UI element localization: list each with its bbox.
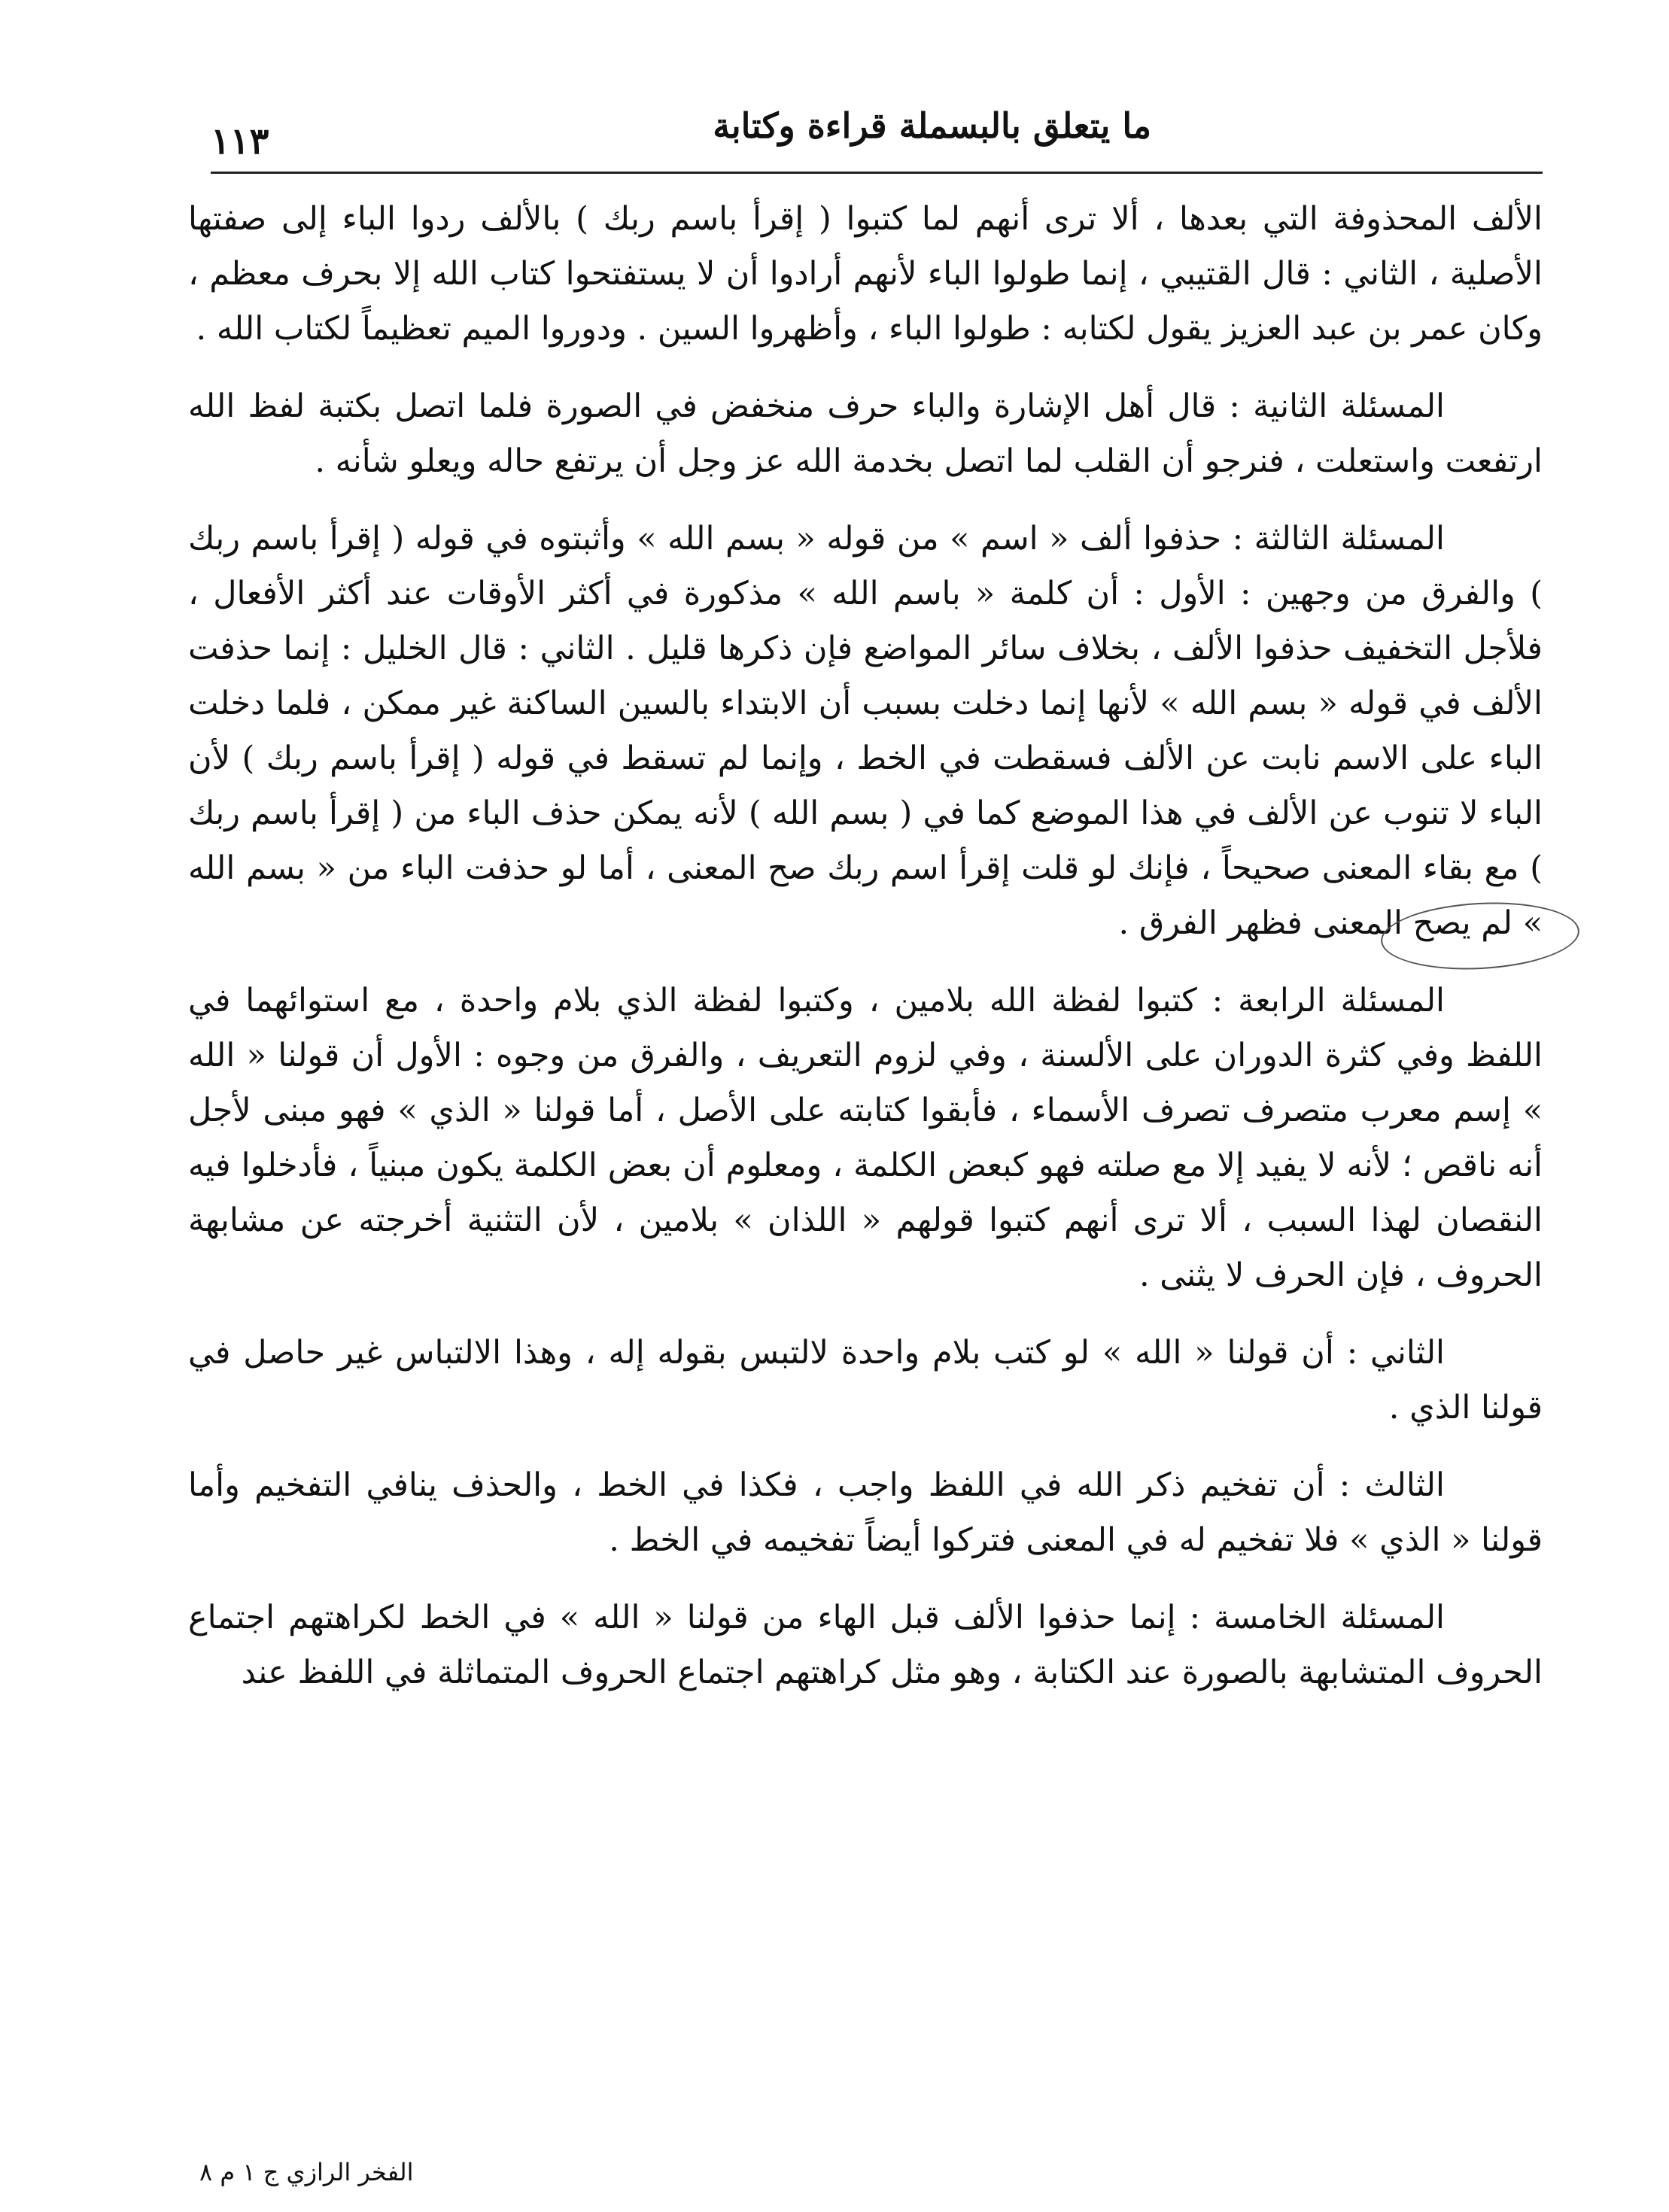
paragraph-5: الثاني : أن قولنا « الله » لو كتب بلام واحدة لالتبس بقوله إله ، وهذا الالتباس غير حاصل في قولنا الذي . bbox=[188, 1334, 1543, 1427]
page-number: ١١٣ bbox=[211, 120, 269, 163]
paragraph-4: المسئلة الرابعة : كتبوا لفظة الله بلامين ، وكتبوا لفظة الذي بلام واحدة ، مع استوائهما في اللفظ وفي كثرة الدوران على الألسنة ، وفي لزوم التعريف ، والفرق من وجوه : الأول أن قولنا « الله » إسم معرب متصرف تصرف الأسماء ، فأبقوا كتابته على الأصل ، أما قولنا « الذي » فهو مبنى لأجل أنه ناقص ؛ لأنه لا يفيد إلا مع صلته فهو كبعض الكلمة ، ومعلوم أن بعض الكلمة يكون مبنياً ، فأدخلوا فيه النقصان لهذا السبب ، ألا ترى أنهم كتبوا قولهم « اللذان » بلامين ، لأن التثنية أخرجته عن مشابهة الحروف ، فإن الحرف لا يثنى . bbox=[188, 982, 1543, 1294]
paragraph-7: المسئلة الخامسة : إنما حذفوا الألف قبل الهاء من قولنا « الله » في الخط لكراهتهم اجتماع الحروف المتشابهة بالصورة عند الكتابة ، وهو مثل كراهتهم اجتماع الحروف المتماثلة في اللفظ عند bbox=[188, 1599, 1543, 1691]
running-header bbox=[211, 105, 1543, 166]
paragraph-6: الثالث : أن تفخيم ذكر الله في اللفظ واجب ، فكذا في الخط ، والحذف ينافي التفخيم وأما قولنا « الذي » فلا تفخيم له في المعنى فتركوا أيضاً تفخيمه في الخط . bbox=[188, 1466, 1543, 1559]
footer-signature: الفخر الرازي ج ١ م ٨ bbox=[199, 2158, 414, 2186]
header-divider bbox=[211, 172, 1543, 174]
header-title: ما يتعلق بالبسملة قراءة وكتابة bbox=[713, 105, 1151, 146]
paragraph-3: المسئلة الثالثة : حذفوا ألف « اسم » من قوله « بسم الله » وأثبتوه في قوله ( إقرأ باسم ربك ) والفرق من وجهين : الأول : أن كلمة « باسم الله » مذكورة في أكثر الأوقات عند أكثر الأفعال ، فلأجل التخفيف حذفوا الألف ، بخلاف سائر المواضع فإن ذكرها قليل . الثاني : قال الخليل : إنما حذفت الألف في قوله « بسم الله » لأنها إنما دخلت بسبب أن الابتداء بالسين الساكنة غير ممكن ، فلما دخلت الباء على الاسم نابت عن الألف فسقطت في الخط ، وإنما لم تسقط في قوله ( إقرأ باسم ربك ) لأن الباء لا تنوب عن الألف في هذا الموضع كما في ( بسم الله ) لأنه يمكن حذف الباء من ( إقرأ باسم ربك ) مع بقاء المعنى صحيحاً ، فإنك لو قلت إقرأ اسم ربك صح المعنى ، أما لو حذفت الباء من « بسم الله » لم يصح المعنى فظهر الفرق . bbox=[188, 520, 1543, 942]
paragraph-2: المسئلة الثانية : قال أهل الإشارة والباء حرف منخفض في الصورة فلما اتصل بكتبة لفظ الله ارتفعت واستعلت ، فنرجو أن القلب لما اتصل بخدمة الله عز وجل أن يرتفع حاله ويعلو شأنه . bbox=[188, 387, 1543, 480]
body-text bbox=[188, 192, 1543, 1723]
paragraph-1: الألف المحذوفة التي بعدها ، ألا ترى أنهم لما كتبوا ( إقرأ باسم ربك ) بالألف ردوا الباء إلى صفتها الأصلية ، الثاني : قال القتيبي ، إنما طولوا الباء لأنهم أرادوا أن لا يستفتحوا كتاب الله إلا بحرف معظم ، وكان عمر بن عبد العزيز يقول لكتابه : طولوا الباء ، وأظهروا السين . ودوروا الميم تعظيماً لكتاب الله . bbox=[188, 200, 1543, 348]
